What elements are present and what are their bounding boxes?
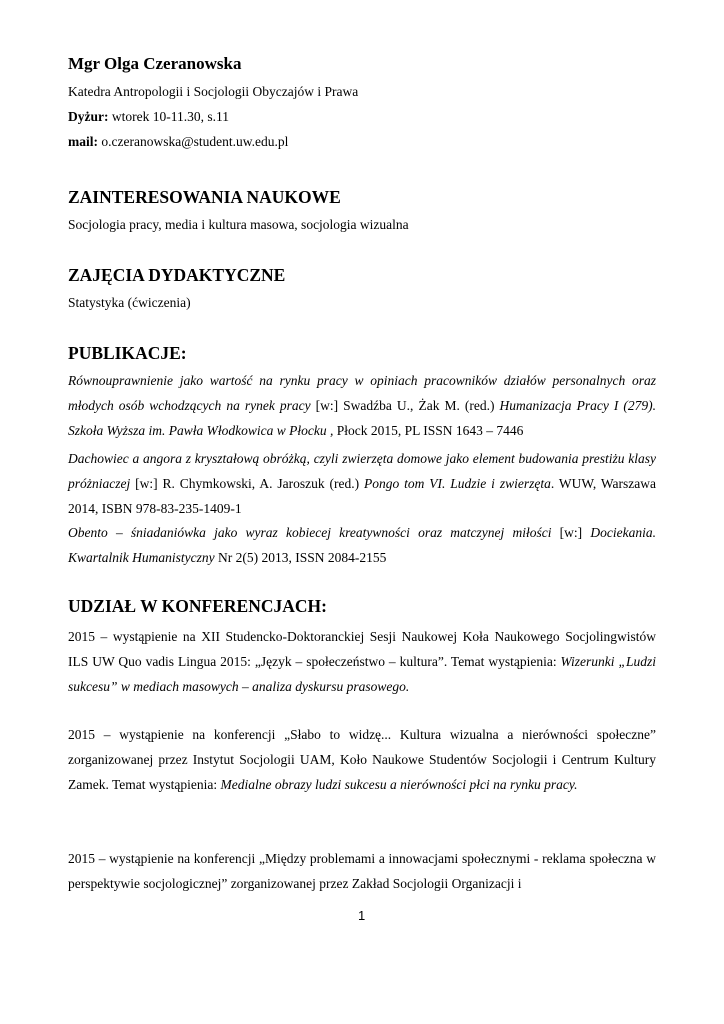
conference-topic: Wizerunki „Ludzi sukcesu” w mediach masowych – analiza dyskursu prasowego. (68, 654, 657, 694)
publication-editors: [w:] Swadźba U., Żak M. (red.) (310, 398, 500, 413)
publication-editors: [w:] R. Chymkowski, A. Jaroszuk (red.) (130, 476, 364, 491)
publication-title: Obento – śniadaniówka jako wyraz kobiecej kreatywności oraz matczynej miłości (68, 525, 552, 540)
teaching-heading: ZAJĘCIA DYDAKTYCZNE (68, 265, 286, 285)
publication-item (68, 446, 656, 521)
conference-topic: Medialne obrazy ludzi sukcesu a nierówności płci na rynku pracy. (220, 777, 578, 792)
conference-description: 2015 – wystąpienie na XII Studencko-Doktoranckiej Sesji Naukowej Koła Naukowego Socjolingwistów ILS UW Quo vadis Lingua 2015: „Język – społeczeństwo – kultura”. Temat wystąpienia: (68, 629, 656, 669)
interests-heading: ZAINTERESOWANIA NAUKOWE (68, 187, 341, 207)
publication-details: Nr 2(5) 2013, ISSN 2084-2155 (214, 550, 387, 565)
mail-value[interactable]: o.czeranowska@student.uw.edu.pl (101, 134, 289, 149)
conference-description: 2015 – wystąpienie na konferencji „Między problemami a innowacjami społecznymi - reklama społeczna w perspektywie socjologicznej” zorganizowanej przez Zakład Socjologii Organizacji i (68, 851, 656, 891)
publication-source: Pongo tom VI. Ludzie i zwierzęta (363, 476, 551, 491)
publication-item (68, 520, 656, 570)
conference-item (68, 846, 656, 896)
publication-source: Humanizacja Pracy I (279). Szkoła Wyższa im. Pawła Włodkowica w Płocku , (68, 398, 656, 438)
publication-source: Dociekania. Kwartalnik Humanistyczny (68, 525, 656, 565)
page-number: 1 (358, 908, 366, 923)
department-line: Katedra Antropologii i Socjologii Obyczajów i Prawa (68, 84, 359, 99)
publication-editors: [w:] (551, 525, 591, 540)
conference-item (68, 722, 656, 797)
mail-line (68, 134, 288, 150)
publication-details: Płock 2015, PL ISSN 1643 – 7446 (333, 423, 524, 438)
interests-text: Socjologia pracy, media i kultura masowa, socjologia wizualna (68, 217, 409, 232)
duty-label: Dyżur: (68, 109, 109, 124)
publication-title: Równouprawnienie jako wartość na rynku pracy w opiniach pracowników działów personalnych oraz młodych osób wchodzących na rynek pracy (68, 373, 656, 413)
conferences-heading: UDZIAŁ W KONFERENCJACH: (68, 596, 327, 616)
teaching-text: Statystyka (ćwiczenia) (68, 295, 191, 310)
person-name: Mgr Olga Czeranowska (68, 54, 242, 73)
publication-details: . WUW, Warszawa 2014, ISBN 978-83-235-1409-1 (68, 476, 656, 516)
publication-title: Dachowiec a angora z kryształową obróżką, czyli zwierzęta domowe jako element budowania prestiżu klasy próżniaczej (68, 451, 656, 491)
conference-item (68, 624, 656, 699)
mail-label: mail: (68, 134, 98, 149)
duty-line (68, 109, 229, 125)
conference-description: 2015 – wystąpienie na konferencji „Słabo to widzę... Kultura wizualna a nierówności społeczne” zorganizowanej przez Instytut Socjologii UAM, Koło Naukowe Studentów Socjologii i Centrum Kultury Zamek. Temat wystąpienia: (68, 727, 656, 792)
publications-heading: PUBLIKACJE: (68, 343, 187, 363)
duty-value: wtorek 10-11.30, s.11 (111, 109, 229, 124)
publication-item (68, 368, 656, 443)
